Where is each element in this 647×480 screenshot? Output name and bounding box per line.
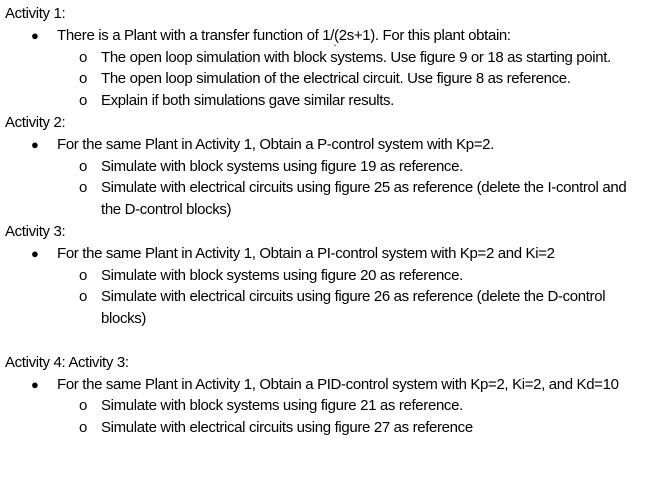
bullet-marker: ● [31, 136, 39, 152]
activity-1-bullet [5, 25, 645, 47]
empty-paragraph [5, 330, 645, 352]
activity-2-bullet [5, 134, 645, 156]
bullet-marker: ● [31, 27, 39, 43]
activity-3-bullet-text: For the same Plant in Activity 1, Obtain a PI-control system with Kp=2 and Ki=2 [57, 244, 555, 262]
subitem-text: Simulate with electrical circuits using figure 25 as reference (delete the I-control and the D-control blocks) [101, 179, 627, 219]
subitem-text: Simulate with electrical circuits using figure 27 as reference [101, 419, 473, 437]
activity-3-bullet [5, 243, 645, 265]
activity-1-bullet-text-end: 2s+1). For this plant obtain: [338, 26, 511, 44]
subitem-text: Simulate with electrical circuits using figure 26 as reference (delete the D-control blocks) [101, 288, 606, 328]
subbullet-marker: o [79, 419, 87, 437]
subitem-text: Simulate with block systems using figure 21 as reference. [101, 397, 463, 415]
subitem-text: Simulate with block systems using figure 20 as reference. [101, 266, 463, 284]
activity-1-subitem-1 [5, 47, 645, 69]
subitem-text: The open loop simulation of the electrical circuit. Use figure 8 as reference. [101, 70, 571, 88]
subitem-text: Simulate with block systems using figure 19 as reference. [101, 157, 463, 175]
activity-2-heading: Activity 2: [5, 113, 66, 131]
subbullet-marker: o [79, 157, 87, 175]
subbullet-marker: o [79, 179, 87, 197]
subitem-text: The open loop simulation with block systems. Use figure 9 or 18 as starting point. [101, 48, 611, 66]
activity-2-bullet-text: For the same Plant in Activity 1, Obtain a P-control system with Kp=2. [57, 135, 494, 153]
activity-3-heading: Activity 3: [5, 222, 66, 240]
subbullet-marker: o [79, 288, 87, 306]
activity-1-heading: Activity 1: [5, 5, 66, 22]
subbullet-marker: o [79, 266, 87, 284]
subbullet-marker: o [79, 70, 87, 88]
activity-1-bullet-text: There is a Plant with a transfer function of 1/ [57, 26, 335, 44]
activity-1-subitem-2 [5, 68, 645, 90]
activity-2-subitem-2 [5, 177, 645, 221]
activity-3-subitem-2 [5, 286, 645, 330]
subitem-text: Explain if both simulations gave similar results. [101, 92, 394, 110]
document-body [5, 3, 645, 439]
activity-3-subitem-1 [5, 265, 645, 287]
bullet-marker: ● [31, 245, 39, 261]
activity-1-subitem-3 [5, 90, 645, 112]
activity-4-subitem-1 [5, 395, 645, 417]
activity-4-bullet-text: For the same Plant in Activity 1, Obtain a PID-control system with Kp=2, Ki=2, and Kd=10 [57, 375, 619, 393]
activity-4-bullet [5, 374, 645, 396]
subbullet-marker: o [79, 397, 87, 415]
subbullet-marker: o [79, 92, 87, 110]
subbullet-marker: o [79, 48, 87, 66]
bullet-marker: ● [31, 376, 39, 392]
activity-4-subitem-2 [5, 417, 645, 439]
activity-2-subitem-1 [5, 156, 645, 178]
spellcheck-marked-text: ( [334, 26, 339, 44]
activity-4-heading: Activity 4: Activity 3: [5, 353, 129, 371]
